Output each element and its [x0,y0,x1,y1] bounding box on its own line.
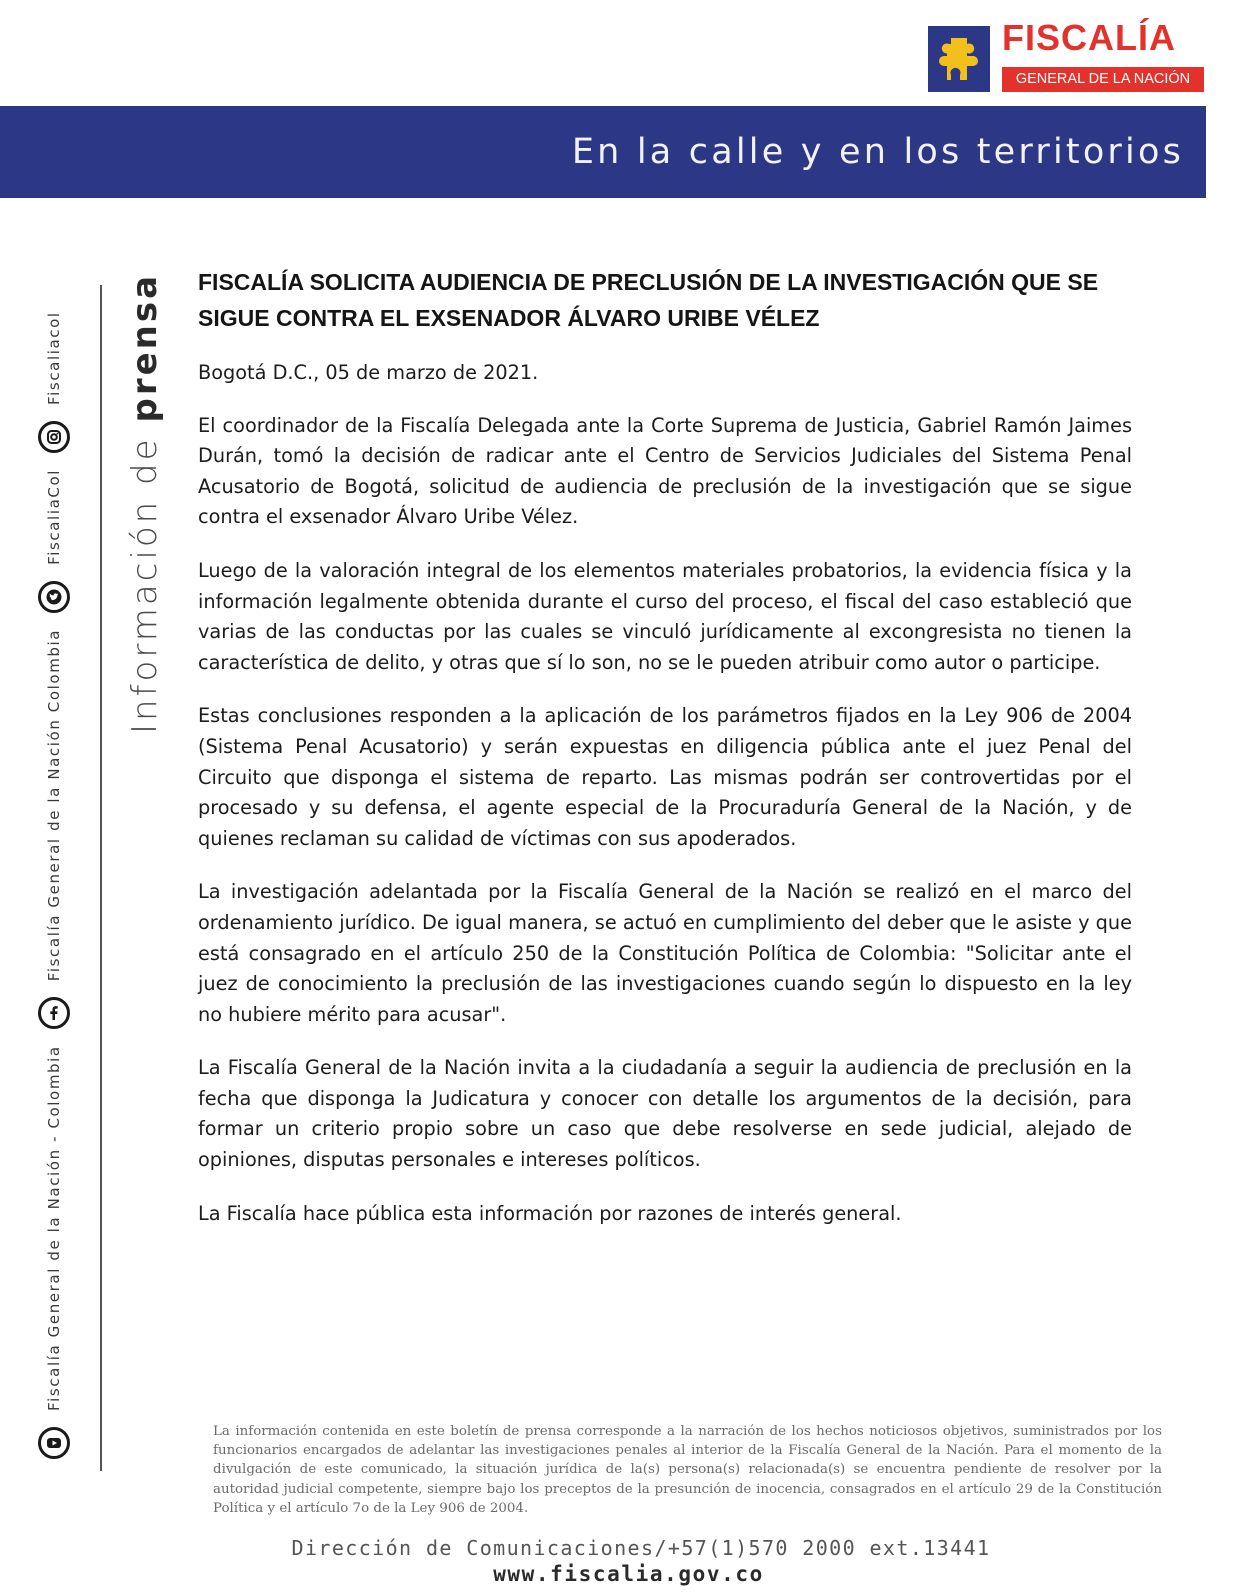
puzzle-emblem-icon [928,26,990,92]
fiscalia-logo [928,17,1206,94]
paragraph: La investigación adelantada por la Fiscalía General de la Nación se realizó en el marco del ordenamiento jurídico. De igual manera, se actuó en cumplimiento del deber que le asiste y que está consagrado en el artículo 250 de la Constitución Política de Colombia: "Solicitar ante el juez de conocimiento la preclusión de las investigaciones cuando según lo dispuesto en la ley no hubiere mérito para acusar". [198,880,1132,1026]
paragraph: La Fiscalía hace pública esta información por razones de interés general. [198,1201,902,1225]
social-facebook-label: Fiscalía General de la Nación Colombia [45,628,63,982]
contact-line: Dirección de Comunicaciones/+57(1)570 2000 ext.13441 [291,1536,991,1560]
paragraph: La Fiscalía General de la Nación invita a la ciudadanía a seguir la audiencia de preclusión en la fecha que disponga la Judicatura y conocer con detalle los argumentos de la decisión, para formar un criterio propio sobre un caso que debe resolverse en sede judicial, alejado de opiniones, disputas personales e intereses políticos. [198,1056,1132,1172]
legal-disclaimer: La información contenida en este boletín de prensa corresponde a la narración de los hechos noticiosos objetivos, suministrados por los funcionarios encargados de adelantar las investigaciones penales al interior de la Fiscalía General de la Nación. Para el momento de la divulgación de este comunicado, la situación jurídica de la(s) persona(s) relacionada(s) se encuentra pendiente de resolver por la autoridad judicial competente, siempre bajo los preceptos de la presunción de inocencia, consagrados en el artículo 29 de la Constitución Política y el artículo 7o de la Ley 906 de 2004. [213,1424,1162,1516]
header-banner [0,106,1206,198]
press-release [198,264,1132,1229]
paragraph: Luego de la valoración integral de los elementos materiales probatorios, la evidencia física y la información legalmente obtenida durante el curso del proceso, el fiscal del caso estableció que varias de las conductas por las cuales se vinculó jurídicamente al excongresista no tienen la característica de delito, y otras que sí lo son, no se le pueden atribuir como autor o participe. [198,558,1132,674]
social-rail [38,275,70,1475]
social-twitter-label: FiscaliaCol [45,469,63,565]
youtube-icon[interactable] [38,1427,70,1459]
headline: FISCALÍA SOLICITA AUDIENCIA DE PRECLUSIÓN DE LA INVESTIGACIÓN QUE SE SIGUE CONTRA EL EXSENADOR ÁLVARO URIBE VÉLEZ [198,269,1099,331]
logo-wordmark: FISCALÍA [1002,17,1176,58]
social-youtube-label: Fiscalía General de la Nación - Colombia [45,1045,63,1411]
facebook-icon[interactable] [38,997,70,1029]
instagram-icon[interactable] [38,421,70,453]
logo-subtitle: GENERAL DE LA NACIÓN [1002,67,1204,92]
rail-divider [100,285,102,1471]
dateline: Bogotá D.C., 05 de marzo de 2021. [198,361,539,384]
twitter-icon[interactable] [38,581,70,613]
paragraph: El coordinador de la Fiscalía Delegada ante la Corte Suprema de Justicia, Gabriel Ramón Jaimes Durán, tomó la decisión de radicar ante el Centro de Servicios Judiciales del Sistema Penal Acusatorio de Bogotá, solicitud de audiencia de preclusión de la investigación que se sigue contra el exsenador Álvaro Uribe Vélez. [198,413,1132,529]
press-label-light: Información de [125,436,165,734]
social-instagram-label: Fiscaliacol [45,311,63,405]
paragraph: Estas conclusiones responden a la aplicación de los parámetros fijados en la Ley 906 de 2004 (Sistema Penal Acusatorio) y serán expuestas en diligencia pública ante el juez Penal del Circuito que disponga el sistema de reparto. Las mismas podrán ser controvertidas por el procesado y su defensa, el agente especial de la Procuraduría General de la Nación, y de quienes reclaman su calidad de víctimas con sus apoderados. [198,704,1132,850]
press-label-bold: prensa [125,272,165,423]
press-label [125,273,165,734]
website-link[interactable]: www.fiscalia.gov.co [493,1562,764,1586]
banner-tagline: En la calle y en los territorios [571,132,1184,172]
